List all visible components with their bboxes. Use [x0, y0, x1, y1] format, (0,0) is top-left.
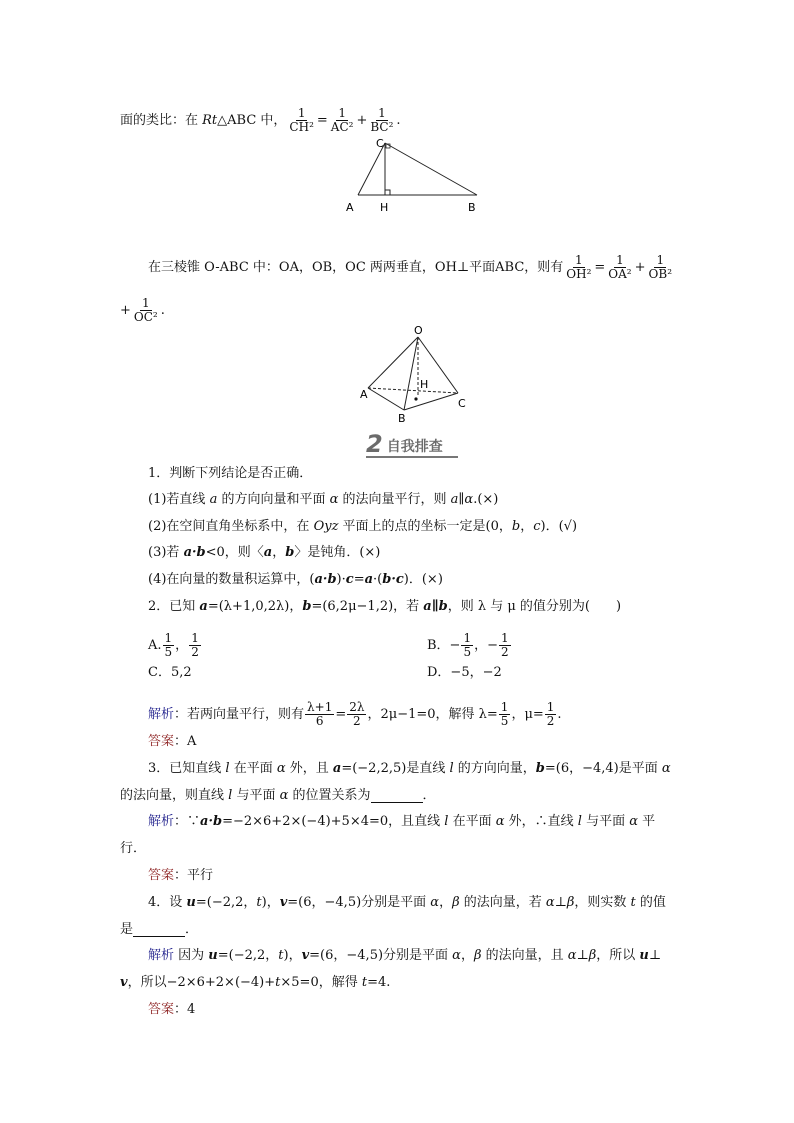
text: B．−	[427, 637, 461, 653]
fraction	[564, 254, 593, 281]
text: 外，且	[285, 761, 333, 776]
fraction-numerator: 1	[500, 700, 509, 714]
text: ⊥	[648, 948, 662, 963]
vector-symbol: a	[199, 599, 208, 614]
math-variable: α	[276, 761, 286, 776]
math-variable: b	[511, 519, 521, 534]
fraction-numerator: 1	[656, 253, 665, 267]
text: ：平行	[174, 868, 214, 883]
fraction-denominator: 2	[191, 645, 199, 659]
vector-symbol: a·b	[200, 814, 223, 829]
text: 与平面	[581, 814, 630, 829]
q4-title	[148, 895, 666, 911]
fraction-denominator: OH²	[566, 267, 592, 281]
text: 〉是钝角．(×)	[294, 545, 381, 560]
text: =(−2,2，	[217, 948, 279, 963]
fraction	[329, 107, 356, 134]
text: 1．判断下列结论是否正确．	[148, 466, 313, 481]
vector-symbol: c	[345, 572, 354, 587]
q4-answer	[148, 1002, 195, 1018]
vector-symbol: u	[208, 948, 218, 963]
tetrahedron-statement	[148, 254, 675, 281]
text: (2)在空间直角坐标系中，在	[148, 519, 314, 534]
math-variable: α	[629, 814, 638, 829]
math-variable: l	[225, 761, 230, 776]
fraction-numerator: 1	[338, 106, 346, 120]
q4-analysis-cont	[120, 975, 390, 991]
text: ：A	[174, 734, 197, 749]
fraction-denominator: CH²	[289, 120, 314, 134]
text: ：4	[174, 1002, 196, 1017]
fraction-denominator: 5	[164, 645, 173, 659]
text: (3)若	[148, 545, 184, 560]
text: =−2×6+2×(−4)+5×4=0，且直线	[222, 814, 445, 829]
text: .(×)	[473, 492, 499, 507]
math-variable: β	[566, 895, 575, 910]
fraction-numerator: 1	[297, 106, 306, 120]
right-triangle-figure	[340, 135, 480, 217]
math-variable: t	[630, 895, 636, 910]
text: ，	[439, 895, 453, 910]
text: =4.	[367, 975, 391, 990]
text: +	[356, 112, 368, 128]
tetra-label-o: O	[414, 324, 423, 337]
text: ×5=0，解得	[280, 975, 362, 990]
math-variable: t	[361, 975, 368, 990]
vector-symbol: a·b	[314, 572, 337, 587]
text: =	[316, 112, 328, 128]
math-variable: α	[567, 948, 577, 963]
fraction	[189, 632, 201, 659]
fraction-denominator: 5	[463, 645, 472, 659]
fraction-denominator: OB²	[648, 267, 672, 281]
text: 的法向量，且	[481, 948, 568, 963]
fraction	[647, 254, 674, 281]
fraction-numerator: 1	[575, 253, 583, 267]
fraction-numerator: 1	[616, 253, 624, 267]
vector-symbol: a	[364, 572, 374, 587]
text: =	[353, 572, 365, 587]
text: ，所以−2×6+2×(−4)+	[127, 975, 276, 990]
fraction-numerator: λ+1	[307, 700, 333, 714]
analysis-label: 解析	[148, 706, 175, 722]
triangle-label-a: A	[346, 201, 354, 214]
q2-option-c	[148, 665, 192, 681]
text: ，所以	[596, 948, 640, 963]
text: =(6,2μ−1,2)，若	[311, 599, 424, 614]
vector-symbol: a	[332, 761, 342, 776]
text: 面的类比：在	[120, 112, 203, 128]
tetra-label-c: C	[458, 397, 466, 410]
text: △ABC 中，	[217, 112, 287, 128]
vector-symbol: a∥b	[423, 599, 448, 614]
triangle-label-b: B	[468, 201, 476, 214]
text: 2．已知	[148, 599, 200, 614]
text: ⊥	[554, 895, 567, 910]
text: )，	[261, 895, 280, 910]
vector-symbol: v	[279, 895, 288, 910]
text: (1)若直线	[148, 492, 210, 507]
text: )．(√)	[540, 519, 578, 534]
math-variable: α	[661, 761, 671, 776]
math-variable: β	[473, 948, 482, 963]
vector-symbol: v	[301, 948, 310, 963]
fraction-denominator: BC²	[370, 120, 394, 134]
q3-title-cont	[120, 788, 436, 804]
fraction-denominator: AC²	[330, 120, 354, 134]
text: ：∵	[174, 814, 201, 829]
text: ，	[175, 637, 189, 653]
fraction	[132, 297, 160, 324]
math-variable: Rt	[202, 112, 218, 128]
text: 的方向向量，	[453, 761, 536, 776]
vector-symbol: u	[639, 948, 649, 963]
text: 在平面	[448, 814, 496, 829]
text: 的法向量平行，则	[338, 492, 451, 507]
text: =(−2,2，	[195, 895, 257, 910]
tetra-label-h: H	[420, 378, 429, 391]
text: .	[160, 302, 165, 318]
fraction	[287, 107, 315, 134]
text: ，则 λ 与 μ 的值分别为( )	[447, 599, 622, 614]
text: 3．已知直线	[148, 761, 226, 776]
q2-option-b	[427, 632, 512, 659]
text: )．(×)	[403, 572, 443, 587]
text: .	[396, 112, 401, 128]
text: 的位置关系为	[288, 788, 371, 803]
fraction-numerator: 1	[463, 631, 472, 645]
q3-answer	[148, 868, 213, 884]
text: 在平面	[229, 761, 277, 776]
q3-analysis-cont	[120, 841, 146, 857]
math-variable: Oyz	[313, 519, 339, 534]
q4-analysis	[148, 948, 661, 964]
text: =(6，−4,5)分别是平面	[309, 948, 453, 963]
text: =(λ+1,0,2λ)，	[207, 599, 303, 614]
q1-title	[148, 466, 312, 482]
text: ·(	[373, 572, 383, 587]
fraction-numerator: 2λ	[349, 700, 365, 714]
q1-item-3	[148, 545, 380, 561]
fraction	[461, 632, 473, 659]
text: ⊥	[576, 948, 589, 963]
fraction	[163, 632, 175, 659]
text: 平面上的点的坐标一定是(0，	[338, 519, 512, 534]
text: ：若两向量平行，则有	[174, 706, 305, 722]
text: 外，∴直线	[504, 814, 578, 829]
vector-symbol: a·b	[183, 545, 206, 560]
fraction-numerator: 1	[164, 631, 173, 645]
text: ，	[520, 519, 534, 534]
math-variable: l	[228, 788, 233, 803]
fraction-numerator: 1	[501, 631, 509, 645]
text: 是	[120, 922, 134, 937]
q3-analysis	[148, 814, 655, 830]
math-variable: l	[577, 814, 582, 829]
text: 的方向向量和平面	[217, 492, 330, 507]
text: 的值	[635, 895, 666, 910]
tetrahedron-figure	[358, 322, 468, 422]
analysis-label: 解析	[148, 814, 175, 829]
fraction-denominator: OC²	[133, 310, 158, 324]
fraction-denominator: 6	[315, 714, 324, 728]
text: A.	[148, 637, 162, 653]
text: C．5,2	[148, 665, 192, 680]
fraction	[347, 701, 366, 728]
tetra-label-b: B	[398, 412, 406, 422]
text: 的法向量，若	[459, 895, 546, 910]
text: 行．	[120, 841, 147, 856]
vector-symbol: v	[120, 975, 128, 990]
answer-label: 答案	[148, 1002, 175, 1017]
text: +	[120, 302, 131, 318]
fraction-denominator: 2	[501, 645, 509, 659]
fraction	[606, 254, 633, 281]
math-variable: α	[430, 895, 440, 910]
math-variable: β	[588, 948, 597, 963]
section-heading	[366, 430, 458, 458]
math-variable: β	[452, 895, 460, 910]
math-variable: l	[444, 814, 449, 829]
text: )，	[283, 948, 302, 963]
tetra-label-a: A	[360, 388, 368, 401]
section-number: 2	[366, 430, 383, 458]
text: 在三棱锥 O-ABC 中：OA，OB，OC 两两垂直，OH⊥平面ABC，则有	[148, 259, 564, 275]
fraction	[368, 107, 395, 134]
q4-title-cont	[120, 922, 198, 938]
fraction-denominator: OA²	[608, 267, 632, 281]
text: ，则实数	[574, 895, 631, 910]
q1-item-4	[148, 572, 443, 588]
text: )·	[336, 572, 346, 587]
tetrahedron-statement-cont	[120, 297, 165, 324]
q3-title	[148, 761, 671, 777]
text: ，	[272, 545, 286, 560]
fraction-numerator: 1	[191, 631, 199, 645]
fraction	[545, 701, 557, 728]
fraction	[499, 701, 511, 728]
text: =(6，−4,5)分别是平面	[287, 895, 431, 910]
vector-symbol: b	[302, 599, 312, 614]
analogy-intro	[120, 107, 401, 134]
math-variable: α	[279, 788, 289, 803]
text: ．	[185, 922, 199, 937]
text: =(−2,2,5)是直线	[341, 761, 450, 776]
q1-item-2	[148, 519, 577, 535]
text: 因为	[174, 948, 209, 963]
q2-option-d	[427, 665, 502, 681]
analysis-label: 解析	[148, 948, 175, 963]
triangle-label-c: C	[376, 137, 384, 150]
answer-blank	[133, 924, 185, 937]
math-variable: l	[449, 761, 454, 776]
q2-analysis	[148, 701, 562, 728]
triangle-label-h: H	[380, 201, 389, 214]
text: (4)在向量的数量积运算中，(	[148, 572, 315, 587]
section-title: 自我排查	[386, 439, 443, 455]
q2-title	[148, 599, 621, 615]
fraction-denominator: 2	[353, 714, 361, 728]
math-variable: a∥α	[450, 492, 474, 507]
text: 的法向量，则直线	[120, 788, 229, 803]
math-variable: a	[209, 492, 218, 507]
text: 与平面	[232, 788, 280, 803]
math-variable: t	[275, 975, 281, 990]
math-variable: c	[533, 519, 541, 534]
math-variable: α	[452, 948, 461, 963]
text: ．	[422, 788, 436, 803]
answer-label: 答案	[148, 734, 175, 749]
fraction-numerator: 1	[142, 296, 150, 310]
text: +	[634, 259, 646, 275]
text: 4．设	[148, 895, 187, 910]
text: ，2μ−1=0，解得 λ=	[367, 706, 498, 722]
vector-symbol: b·c	[382, 572, 404, 587]
text: =	[335, 706, 347, 722]
fraction-denominator: 5	[500, 714, 509, 728]
answer-blank	[371, 790, 423, 803]
math-variable: α	[495, 814, 505, 829]
text: ，−	[474, 637, 498, 653]
vector-symbol: u	[186, 895, 196, 910]
vector-symbol: b	[285, 545, 295, 560]
fraction-denominator: 2	[546, 714, 555, 728]
math-variable: α	[545, 895, 555, 910]
text: D．−5，−2	[427, 665, 502, 680]
q2-answer	[148, 734, 196, 750]
text: ，μ=	[511, 706, 544, 722]
answer-label: 答案	[148, 868, 175, 883]
fraction	[305, 701, 334, 728]
text: .	[557, 706, 562, 722]
text: =(6，−4,4)是平面	[544, 761, 662, 776]
q1-item-1	[148, 492, 498, 508]
vector-symbol: a	[263, 545, 273, 560]
fraction-numerator: 1	[546, 700, 555, 714]
text: ，	[460, 948, 474, 963]
text: =	[594, 259, 606, 275]
fraction	[499, 632, 511, 659]
vector-symbol: b	[535, 761, 545, 776]
q2-option-a	[148, 632, 202, 659]
math-variable: α	[329, 492, 339, 507]
text: 平	[638, 814, 656, 829]
text: <0，则〈	[205, 545, 264, 560]
fraction-numerator: 1	[378, 106, 386, 120]
math-variable: t	[256, 895, 262, 910]
math-variable: t	[278, 948, 284, 963]
